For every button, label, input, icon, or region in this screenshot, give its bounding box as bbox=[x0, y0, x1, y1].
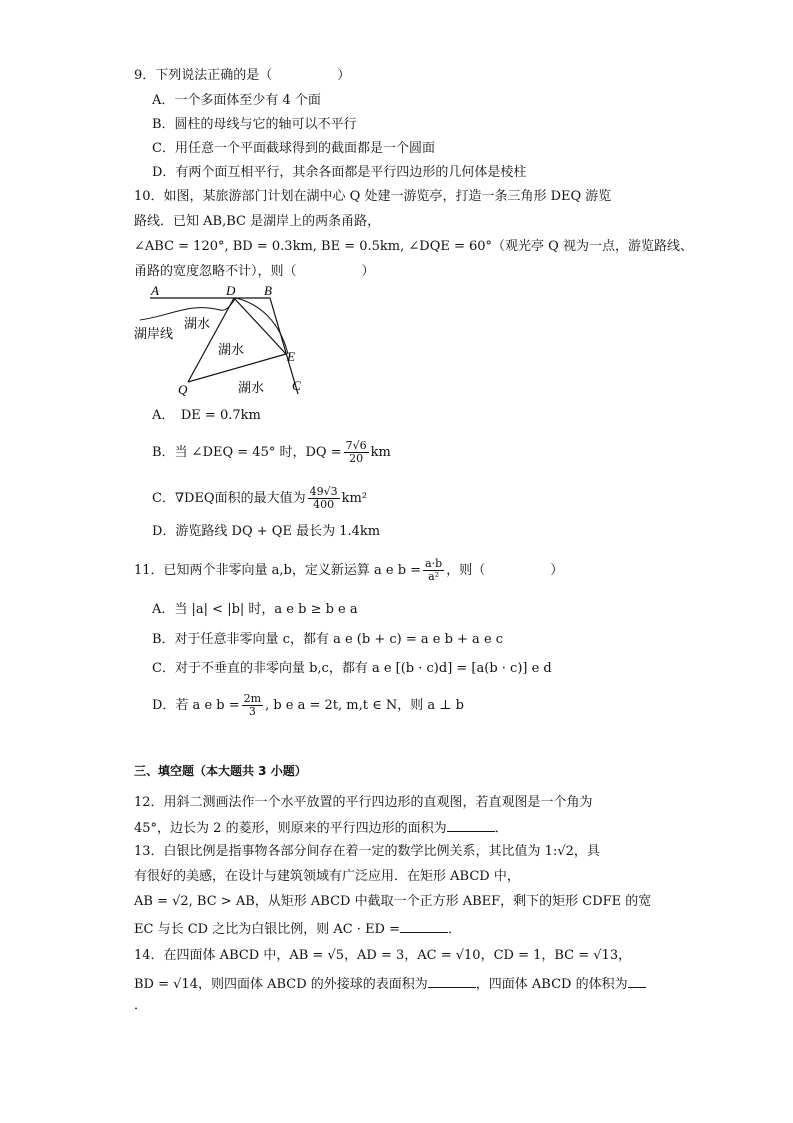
label-water-1: 湖水 bbox=[184, 317, 211, 332]
q10-option-b-text: B．当 ∠DEQ = 45° 时，DQ = bbox=[152, 445, 342, 460]
q11-stem-fraction bbox=[423, 558, 444, 583]
q10-option-b-numerator: 7√6 bbox=[345, 439, 367, 452]
q11-option-a: A．当 |a| < |b| 时，a e b ≥ b e a bbox=[152, 602, 358, 617]
q10-option-c-unit: km² bbox=[341, 491, 368, 506]
q9-option-c: C．用任意一个平面截球得到的截面都是一个圆面 bbox=[152, 141, 435, 156]
label-c: C bbox=[292, 378, 301, 393]
q11-option-d-text: D．若 a e b = bbox=[152, 698, 240, 713]
label-b: B bbox=[264, 283, 272, 298]
q11-option-c: C．对于不垂直的非零向量 b,c，都有 a e [(b · c)d] = [a(b · c)] e d bbox=[152, 661, 552, 676]
q11-option-b: B．对于任意非零向量 c，都有 a e (b + c) = a e b + a e c bbox=[152, 632, 504, 647]
segment-dq bbox=[188, 298, 234, 382]
q14-answer-blank-1[interactable] bbox=[428, 973, 476, 988]
q11-stem-end: ，则（ ） bbox=[446, 563, 564, 578]
q13-answer-blank[interactable] bbox=[400, 918, 448, 933]
q9-option-d: D．有两个面互相平行，其余各面都是平行四边形的几何体是棱柱 bbox=[152, 165, 527, 180]
q10-option-b bbox=[152, 440, 391, 465]
label-shore: 湖岸线 bbox=[134, 327, 174, 342]
q14-line3: ． bbox=[134, 998, 148, 1013]
q10-option-c-numerator: 49√3 bbox=[309, 485, 338, 498]
q13-line4-end: ． bbox=[448, 922, 462, 937]
q10-option-c-denominator: 400 bbox=[313, 498, 335, 511]
q13-line2: 有很好的美感，在设计与建筑领域有广泛应用．在矩形 ABCD 中， bbox=[134, 869, 520, 884]
q10-stem-line4: 甬路的宽度忽略不计），则（ ） bbox=[134, 264, 375, 279]
label-e: E bbox=[287, 349, 295, 364]
q10-option-c-fraction bbox=[308, 486, 340, 511]
q11-stem bbox=[134, 558, 563, 583]
q13-line4 bbox=[134, 918, 461, 940]
q11-stem-numerator: a·b bbox=[425, 557, 443, 570]
q10-stem-line3: ∠ABC = 120°, BD = 0.3km, BE = 0.5km, ∠DQE = 60°（观光亭 Q 视为一点，游览路线、 bbox=[134, 239, 693, 254]
q9-option-b: B．圆柱的母线与它的轴可以不平行 bbox=[152, 117, 357, 132]
q11-option-d-denominator: 3 bbox=[248, 705, 256, 718]
q10-option-d: D．游览路线 DQ + QE 最长为 1.4km bbox=[152, 524, 381, 539]
q11-option-d bbox=[152, 693, 464, 718]
q9-stem: 9．下列说法正确的是（ ） bbox=[134, 68, 351, 83]
q10-option-a: A． DE = 0.7km bbox=[152, 408, 261, 423]
q13-line3: AB = √2, BC > AB，从矩形 ABCD 中截取一个正方形 ABEF，剩下的矩形 CDFE 的宽 bbox=[134, 894, 652, 909]
q10-figure bbox=[120, 282, 320, 402]
q14-line2-text: BD = √14，则四面体 ABCD 的外接球的表面积为 bbox=[134, 977, 428, 992]
q14-answer-blank-2[interactable] bbox=[628, 973, 646, 988]
q10-option-c-text: C．∇DEQ面积的最大值为 bbox=[152, 491, 306, 506]
q11-option-d-numerator: 2m bbox=[243, 692, 262, 705]
q11-stem-text: 11．已知两个非零向量 a,b，定义新运算 a e b = bbox=[134, 563, 422, 578]
q12-line2 bbox=[134, 817, 508, 839]
segment-qe bbox=[188, 354, 286, 382]
section-3-heading: 三、填空题（本大题共 3 小题） bbox=[134, 764, 307, 778]
q10-option-b-unit: km bbox=[370, 445, 391, 460]
q12-line2-text: 45°，边长为 2 的菱形，则原来的平行四边形的面积为 bbox=[134, 821, 447, 836]
q10-option-c bbox=[152, 486, 367, 511]
q13-line4-text: EC 与长 CD 之比为白银比例，则 AC · ED = bbox=[134, 922, 401, 937]
label-a: A bbox=[151, 283, 159, 298]
q10-option-b-denominator: 20 bbox=[349, 452, 364, 465]
label-water-3: 湖水 bbox=[238, 381, 265, 396]
label-q: Q bbox=[178, 382, 188, 397]
q14-line1: 14．在四面体 ABCD 中，AB = √5，AD = 3，AC = √10，CD = 1，BC = √13， bbox=[134, 948, 632, 963]
label-water-2: 湖水 bbox=[218, 343, 245, 358]
q14-line2-mid: ，四面体 ABCD 的体积为 bbox=[475, 977, 628, 992]
q10-stem-line2: 路线．已知 AB,BC 是湖岸上的两条甬路， bbox=[134, 214, 381, 229]
q11-stem-denominator: a² bbox=[428, 570, 440, 583]
q11-option-d-fraction bbox=[242, 693, 263, 718]
q14-line2 bbox=[134, 973, 646, 995]
q10-option-b-fraction bbox=[344, 440, 369, 465]
q10-stem-line1: 10．如图，某旅游部门计划在湖中心 Q 处建一游览亭，打造一条三角形 DEQ 游览 bbox=[134, 189, 612, 204]
q12-line1: 12．用斜二测画法作一个水平放置的平行四边形的直观图，若直观图是一个角为 bbox=[134, 795, 593, 810]
q12-line2-end: ． bbox=[494, 821, 508, 836]
q13-line1: 13．白银比例是指事物各部分间存在着一定的数学比例关系，其比值为 1:√2，具 bbox=[134, 844, 600, 859]
q9-option-a: A．一个多面体至少有 4 个面 bbox=[152, 93, 321, 108]
label-d: D bbox=[226, 283, 236, 298]
q12-answer-blank[interactable] bbox=[447, 817, 495, 832]
q11-option-d-end: , b e a = 2t, m,t ∈ N，则 a ⊥ b bbox=[265, 698, 464, 713]
